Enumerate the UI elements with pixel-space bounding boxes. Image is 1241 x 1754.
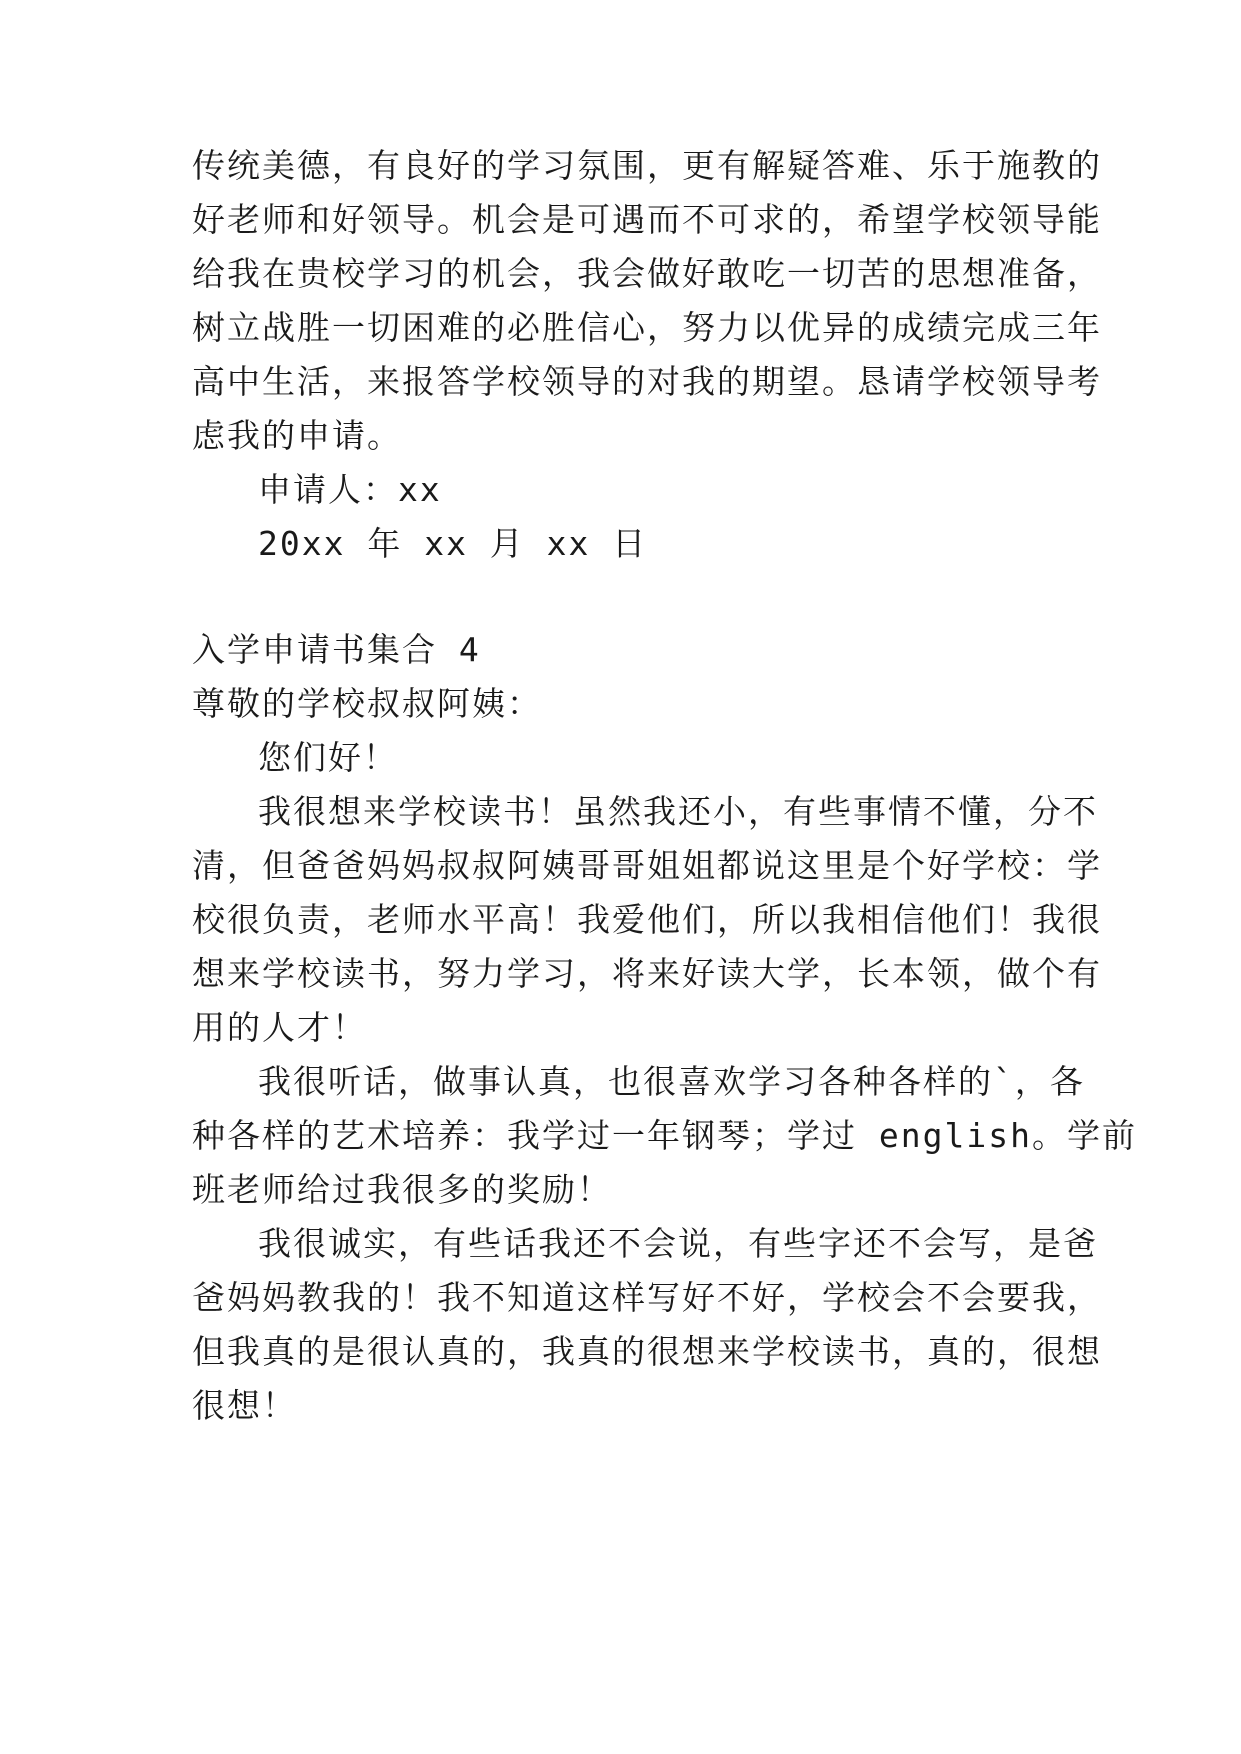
text-line: 种各样的艺术培养：我学过一年钢琴；学过 english。学前: [192, 1116, 1137, 1155]
salutation: 尊敬的学校叔叔阿姨：: [192, 684, 542, 723]
text-line: 传统美德，有良好的学习氛围，更有解疑答难、乐于施教的: [192, 146, 1102, 185]
text-line: 清，但爸爸妈妈叔叔阿姨哥哥姐姐都说这里是个好学校：学: [192, 846, 1102, 885]
signature-date: 20xx 年 xx 月 xx 日: [258, 524, 648, 563]
text-line: 班老师给过我很多的奖励！: [192, 1170, 612, 1209]
text-line: 爸妈妈教我的！我不知道这样写好不好，学校会不会要我，: [192, 1278, 1102, 1317]
applicant-signature: 申请人：xx: [258, 470, 442, 509]
text-line: 我很想来学校读书！虽然我还小，有些事情不懂，分不: [258, 792, 1098, 831]
greeting: 您们好！: [258, 738, 398, 777]
text-line: 给我在贵校学习的机会，我会做好敢吃一切苦的思想准备，: [192, 254, 1102, 293]
text-line: 虑我的申请。: [192, 416, 402, 455]
text-line: 用的人才！: [192, 1008, 367, 1047]
text-line: 树立战胜一切困难的必胜信心，努力以优异的成绩完成三年: [192, 308, 1102, 347]
text-line: 很想！: [192, 1386, 297, 1425]
text-line: 但我真的是很认真的，我真的很想来学校读书，真的，很想: [192, 1332, 1102, 1371]
text-line: 我很诚实，有些话我还不会说，有些字还不会写，是爸: [258, 1224, 1098, 1263]
text-line: 高中生活，来报答学校领导的对我的期望。恳请学校领导考: [192, 362, 1102, 401]
text-line: 想来学校读书，努力学习，将来好读大学，长本领，做个有: [192, 954, 1102, 993]
text-line: 好老师和好领导。机会是可遇而不可求的，希望学校领导能: [192, 200, 1102, 239]
section-heading: 入学申请书集合 4: [192, 630, 481, 669]
text-line: 我很听话，做事认真，也很喜欢学习各种各样的`，各: [258, 1062, 1085, 1101]
text-line: 校很负责，老师水平高！我爱他们，所以我相信他们！我很: [192, 900, 1102, 939]
